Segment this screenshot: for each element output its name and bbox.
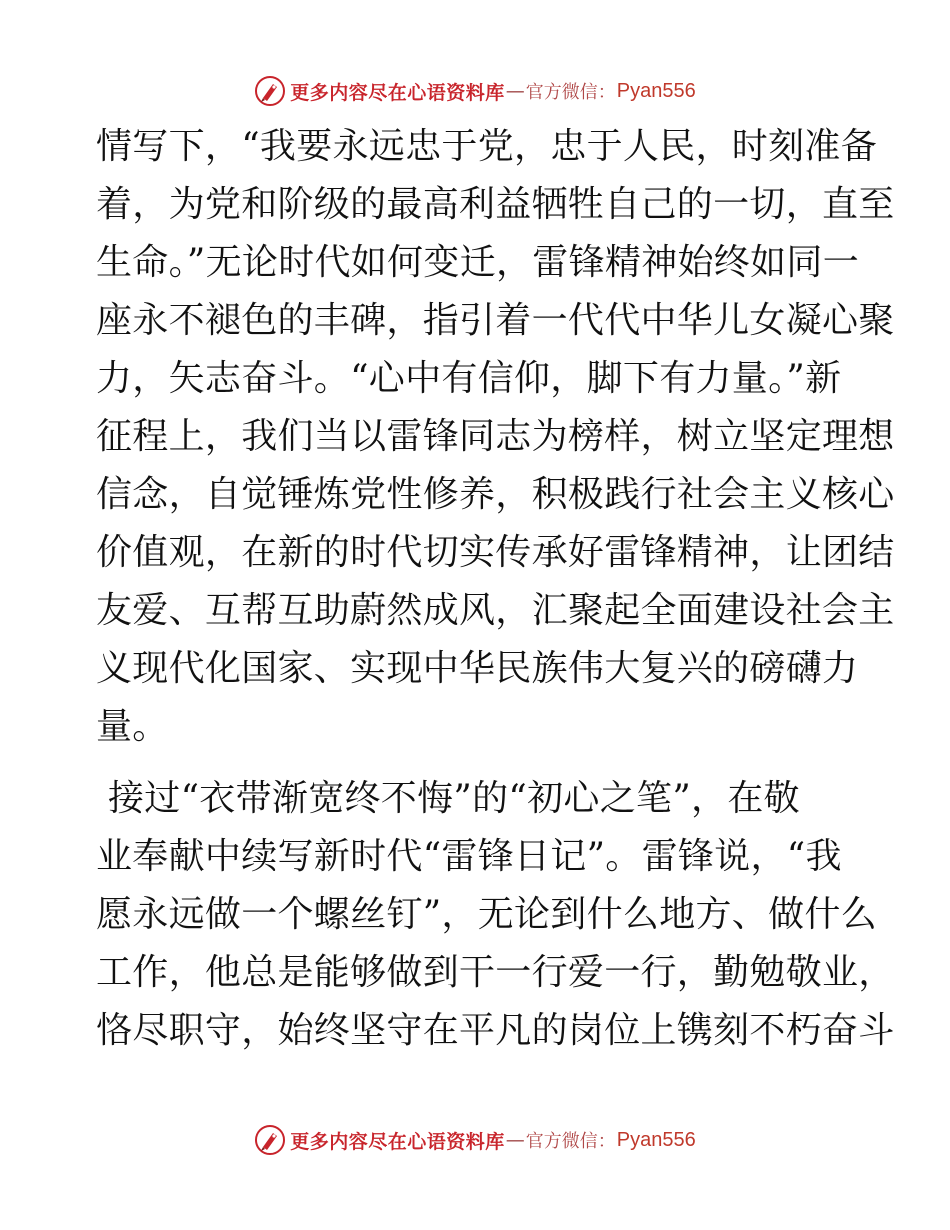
text-line: 生命。”无论时代如何变迁，雷锋精神始终如同一 [96, 242, 860, 283]
text-line: 友爱、互帮互助蔚然成风，汇聚起全面建设社会主 [96, 590, 895, 631]
watermark-account: Pyan556 [616, 1128, 696, 1151]
watermark-official-text: 官方微信： [525, 1131, 616, 1152]
watermark-dash: — [505, 1129, 525, 1151]
pen-nib-logo-icon [254, 75, 286, 107]
watermark-dash: — [505, 80, 525, 102]
text-line: 征程上，我们当以雷锋同志为榜样，树立坚定理想 [96, 416, 895, 457]
text-line: 愿永远做一个螺丝钉”，无论到什么地方、做什么 [96, 894, 878, 935]
text-line: 业奉献中续写新时代“雷锋日记”。雷锋说，“我 [96, 836, 842, 877]
header-watermark [0, 71, 950, 111]
text-line: 恪尽职守，始终坚守在平凡的岗位上镌刻不朽奋斗 [96, 1010, 895, 1051]
document-body [96, 118, 895, 1060]
watermark-main-text: 更多内容尽在心语资料库 [290, 81, 505, 104]
watermark-main-text: 更多内容尽在心语资料库 [290, 1130, 505, 1153]
text-line: 量。 [96, 706, 169, 747]
text-line: 义现代化国家、实现中华民族伟大复兴的磅礴力 [96, 648, 859, 689]
watermark-account: Pyan556 [616, 79, 696, 102]
paragraph-1 [96, 118, 895, 756]
text-line: 信念，自觉锤炼党性修养，积极践行社会主义核心 [96, 474, 895, 515]
text-line: 着，为党和阶级的最高利益牺牲自己的一切，直至 [96, 184, 895, 225]
text-line: 力，矢志奋斗。“心中有信仰，脚下有力量。”新 [96, 358, 842, 399]
text-line: 情写下，“我要永远忠于党，忠于人民，时刻准备 [96, 126, 878, 167]
watermark-official-text: 官方微信： [525, 82, 616, 103]
text-line: 接过“衣带渐宽终不悔”的“初心之笔”，在敬 [108, 778, 800, 819]
pen-nib-logo-icon [254, 1124, 286, 1156]
paragraph-2 [96, 770, 895, 1060]
text-line: 价值观，在新的时代切实传承好雷锋精神，让团结 [96, 532, 895, 573]
text-line: 座永不褪色的丰碑，指引着一代代中华儿女凝心聚 [96, 300, 895, 341]
footer-watermark [0, 1120, 950, 1160]
text-line: 工作，他总是能够做到干一行爱一行，勤勉敬业， [96, 952, 895, 993]
